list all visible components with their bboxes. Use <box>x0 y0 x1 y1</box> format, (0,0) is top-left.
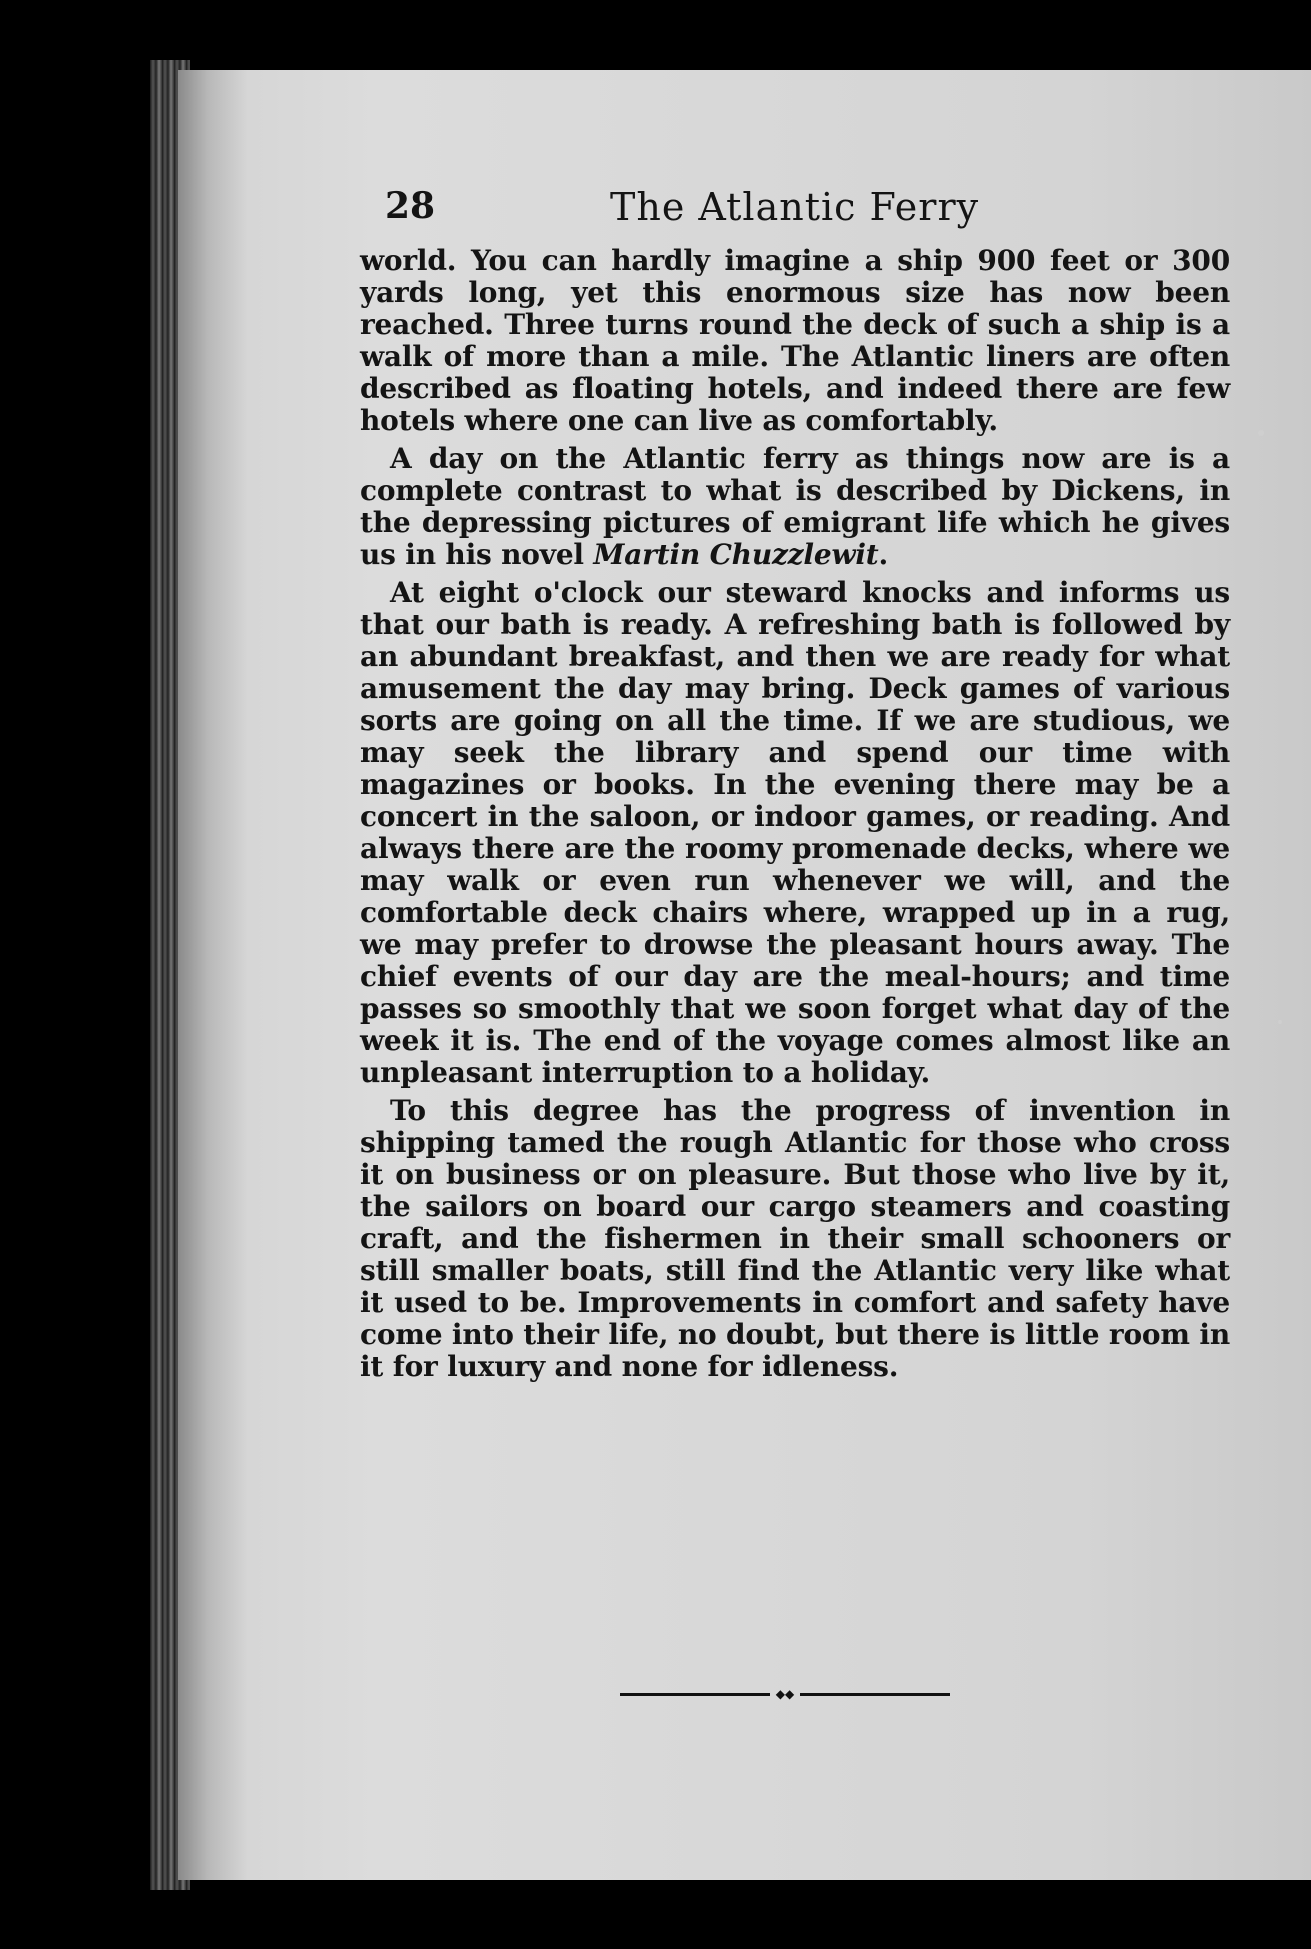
paragraph-4: To this degree has the progress of invention in shipping tamed the rough Atlantic for those who cross it on business or on pleasure. But those who live by it, the sailors on board our cargo steamers and coasting craft, and the fishermen in their small schooners or still smaller boats, still find the Atlantic very like what it used to be. Improvements in comfort and safety have come into their life, no doubt, but there is little room in it for luxury and none for idleness. <box>360 1094 1230 1383</box>
page-text-block <box>360 185 1230 1383</box>
dust-speck <box>1278 1020 1282 1024</box>
ornament-rule-right <box>800 1693 950 1696</box>
paragraph-2-end: . <box>878 538 889 571</box>
paragraph-1: world. You can hardly imagine a ship 900 feet or 300 yards long, yet this enormous size has now been reached. Three turns round the deck of such a ship is a walk of more than a mile. The Atlantic liners are often described as floating hotels, and indeed there are few hotels where one can live as comfortably. <box>360 244 1230 437</box>
paragraph-2-text: A day on the Atlantic ferry as things now are is a complete contrast to what is described by Dickens, in the depressing pictures of emigrant life which he gives us in his novel <box>360 442 1230 571</box>
dust-speck <box>1258 430 1264 436</box>
ornament-diamond: ◆◆ <box>775 1687 795 1701</box>
running-title: The Atlantic Ferry <box>610 185 980 229</box>
paragraph-3: At eight o'clock our steward knocks and informs us that our bath is ready. A refreshing bath is followed by an abundant breakfast, and then we are ready for what amusement the day may bring. Deck games of various sorts are going on all the time. If we are studious, we may seek the library and spend our time with magazines or books. In the evening there may be a concert in the saloon, or indoor games, or reading. And always there are the roomy promenade decks, where we may walk or even run whenever we will, and the comfortable deck chairs where, wrapped up in a rug, we may prefer to drowse the pleasant hours away. The chief events of our day are the meal-hours; and time passes so smoothly that we soon forget what day of the week it is. The end of the voyage comes almost like an unpleasant interruption to a holiday. <box>360 576 1230 1089</box>
end-ornament <box>620 1688 950 1700</box>
page-header <box>360 185 1230 245</box>
page-number: 28 <box>385 185 436 227</box>
paragraph-2 <box>360 443 1230 571</box>
ornament-rule-left <box>620 1693 770 1696</box>
book-title: Martin Chuzzlewit <box>593 538 879 571</box>
